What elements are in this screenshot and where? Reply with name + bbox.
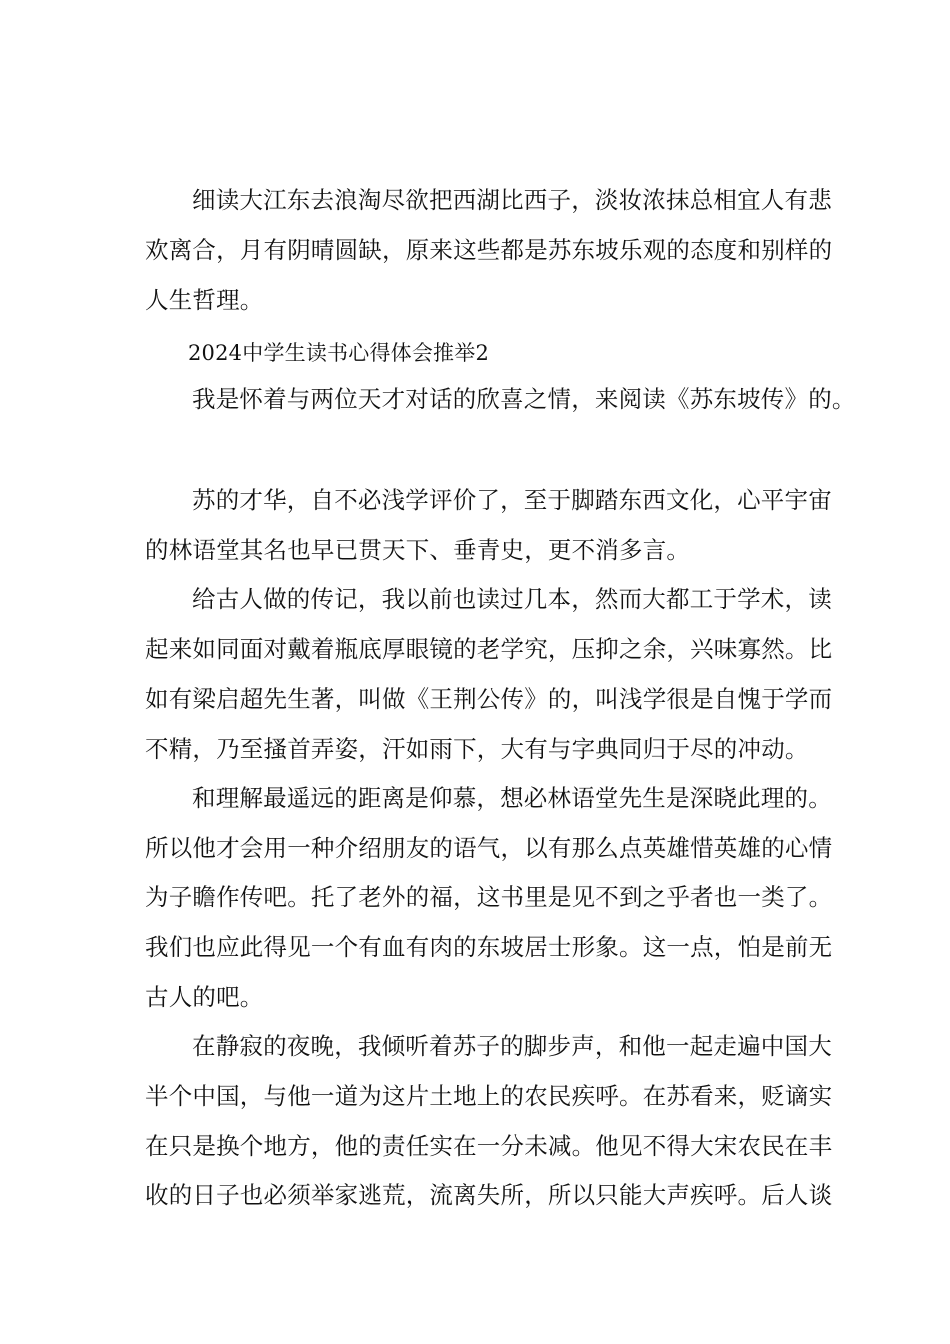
paragraph-line: 收的日子也必须举家逃荒，流离失所，所以只能大声疾呼。后人谈 [145,1181,833,1209]
paragraph-line: 我是怀着与两位天才对话的欣喜之情，来阅读《苏东坡传》的。 [192,385,856,413]
paragraph-line: 古人的吧。 [145,983,264,1011]
paragraph-line: 在只是换个地方，他的责任实在一分未减。他见不得大宋农民在丰 [145,1132,833,1160]
paragraph-line: 在静寂的夜晚，我倾听着苏子的脚步声，和他一起走遍中国大 [192,1032,832,1060]
paragraph-line: 半个中国，与他一道为这片土地上的农民疾呼。在苏看来，贬谪实 [145,1082,833,1110]
paragraph-line: 细读大江东去浪淘尽欲把西湖比西子，淡妆浓抹总相宜人有悲 [192,186,832,214]
paragraph-line: 给古人做的传记，我以前也读过几本，然而大都工于学术，读 [192,585,832,613]
paragraph-line: 我们也应此得见一个有血有肉的东坡居士形象。这一点，怕是前无 [145,933,833,961]
paragraph-line: 起来如同面对戴着瓶底厚眼镜的老学究，压抑之余，兴味寡然。比 [145,635,833,663]
paragraph-line: 和理解最遥远的距离是仰慕，想必林语堂先生是深晓此理的。 [192,784,832,812]
paragraph-line: 为子瞻作传吧。托了老外的福，这书里是见不到之乎者也一类了。 [145,883,833,911]
paragraph-line: 所以他才会用一种介绍朋友的语气，以有那么点英雄惜英雄的心情 [145,834,833,862]
paragraph-line: 不精，乃至搔首弄姿，汗如雨下，大有与字典同归于尽的冲动。 [145,735,809,763]
paragraph-line: 人生哲理。 [145,286,264,314]
paragraph-line: 欢离合，月有阴晴圆缺，原来这些都是苏东坡乐观的态度和别样的 [145,236,833,264]
paragraph-line: 苏的才华，自不必浅学评价了，至于脚踏东西文化，心平宇宙 [192,486,832,514]
paragraph-line: 的林语堂其名也早已贯天下、垂青史，更不消多言。 [145,536,691,564]
section-heading: 2024中学生读书心得体会推举2 [188,341,490,365]
paragraph-line: 如有梁启超先生著，叫做《王荆公传》的，叫浅学很是自愧于学而 [145,685,833,713]
